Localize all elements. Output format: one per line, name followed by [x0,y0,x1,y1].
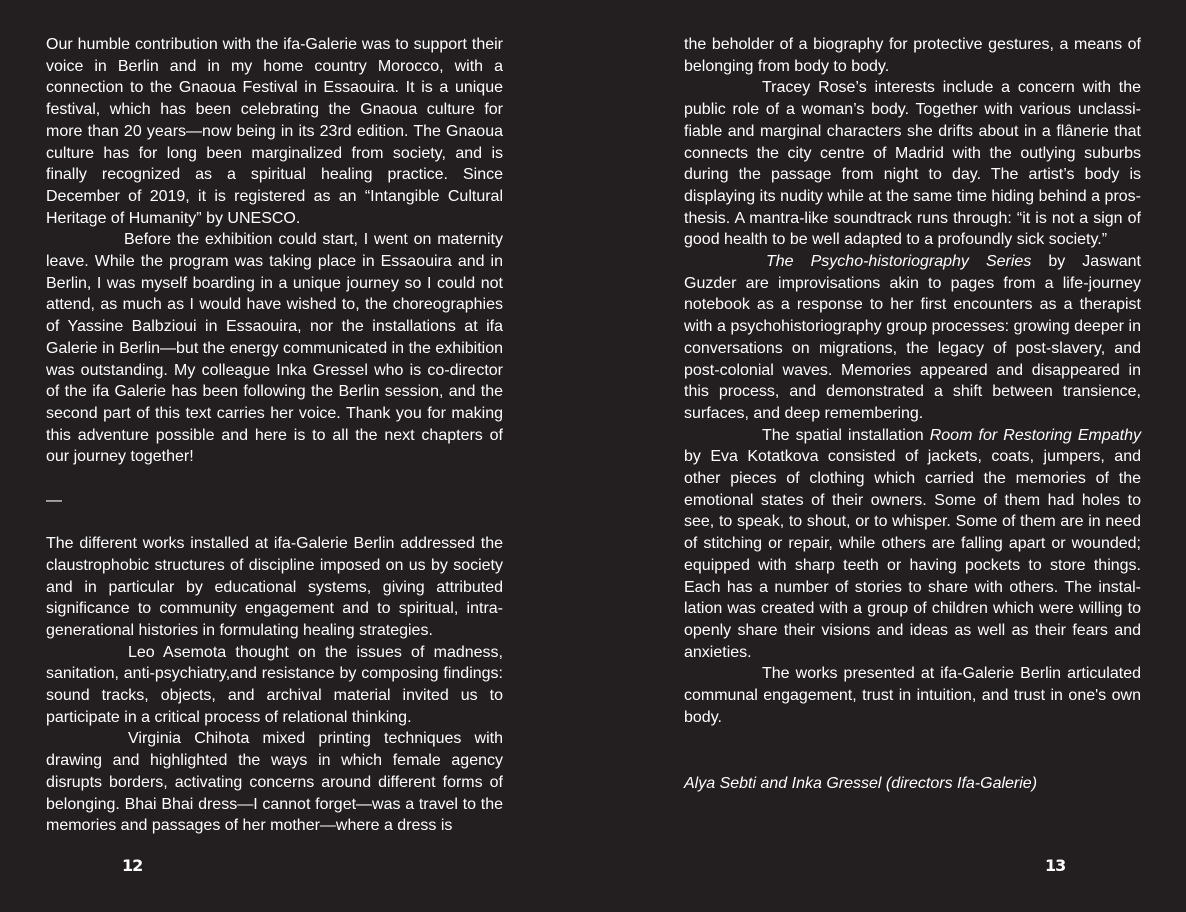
paragraph-text: by Eva Kotatkova consisted of jackets, coats, jumpers, and other pieces of clothing which carried the memories of the emotional states of their owners. Some of them had holes to see, to speak, to shout, or to whisper. Some of them are in need of stitching or repair, while others are falling apart or wounded; equipped with sharp teeth or having pockets to store things. Each has a number of stories to share with others. The installation was created with a group of children which were willing to openly share their visions and ideas as well as their fears and anxieties. [684,448,1141,661]
paragraph-text: by Jaswant Guzder are improvisations akin to pages from a life-journey notebook as a response to her first encounters as a therapist with a psychohistoriography group processes: growing deeper in conversations on migrations, the legacy of post-slavery, and post-colonial waves. Memories appeared and disappeared in this process, and demonstrated a shift between transience, surfaces, and deep remembering. [684,253,1141,422]
signature-authors: Alya Sebti and Inka Gressel (directors Ifa-Galerie) [684,775,1038,792]
right-paragraph-tracey-rose: Tracey Rose’s interests include a concern with the public role of a woman’s body. Together with various unclassifiable and marginal characters she drifts about in a flânerie that connects the city centre of Madrid with the outlying suburbs during the passage from night to day. The artist’s body is displaying its nudity while at the same time hiding behind a prosthesis. A mantra-like soundtrack runs through: “it is not a sign of good health to be well adapted to a profoundly sick society.” [684,79,1141,249]
right-text-column [684,34,1141,729]
right-paragraph-jaswant-guzder [684,251,1141,425]
page-number-left: 12 [122,856,143,875]
page-number-right: 13 [1045,856,1066,875]
left-paragraph-gnaoua-festival: Our humble contribution with the ifa-Galerie was to support their voice in Berlin and in my home country Morocco, with a connection to the Gnaoua Festival in Essaouira. It is a unique festival, which has been celebrating the Gnaoua culture for more than 20 years—now being in its 23rd edition. The Gnaoua culture has for long been marginalized from society, and is finally recognized as a spiritual healing practice. Since December of 2019, it is registered as an “Intangible Cultural Heritage of Humanity” by UNESCO. [46,36,503,227]
right-paragraph-works-presented: The works presented at ifa-Galerie Berlin articulated communal engagement, trust in intuition, and trust in one's own body. [684,665,1141,726]
left-paragraph-maternity-leave: Before the exhibition could start, I went on maternity leave. While the program was taking place in Essaouira and in Berlin, I was myself boarding in a unique journey so I could not attend, as much as I would have wished to, the choreographies of Yassine Balbzioui in Essaouira, nor the installations at ifa Galerie in Berlin—but the energy communicated in the exhibition was outstanding. My colleague Inka Gressel who is co-director of the ifa Galerie has been following the Berlin session, and the second part of this text carries her voice. Thank you for making this adventure possible and here is to all the next chapters of our journey together! [46,231,503,466]
artwork-title-psycho-historiography: The Psycho-historiography Series [766,253,1032,271]
artwork-title-room-for-restoring-empathy: Room for Restoring Empathy [929,426,1141,444]
paragraph-lead-text: The spatial installation [762,426,930,444]
left-paragraph-works-installed: The different works installed at ifa-Galerie Berlin addressed the claustrophobic structures of discipline imposed on us by society and in particular by educational systems, giving attributed significance to community engagement and to spiritual, intra-generational histories in formulating healing strategies. [46,535,503,639]
left-text-column [46,34,503,837]
right-paragraph-continuation: the beholder of a biography for protective gestures, a means of belonging from body to body. [684,36,1141,75]
spacer [46,468,503,490]
right-paragraph-eva-kotatkova [684,425,1141,664]
left-paragraph-virginia-chihota: Virginia Chihota mixed printing techniques with drawing and highlighted the ways in which female agency disrupts borders, activating concerns around different forms of belonging. Bhai Bhai dress—I cannot forget—was a travel to the memories and passages of her mother—where a dress is [46,730,503,835]
right-page [593,0,1186,912]
section-separator: — [46,491,62,509]
spacer [46,511,503,533]
left-paragraph-leo-asemota: Leo Asemota thought on the issues of madness, sanitation, anti-psychiatry,and resistance by composing findings: sound tracks, objects, and archival material invited us to participate in a critical process of relational thinking. [46,643,503,726]
